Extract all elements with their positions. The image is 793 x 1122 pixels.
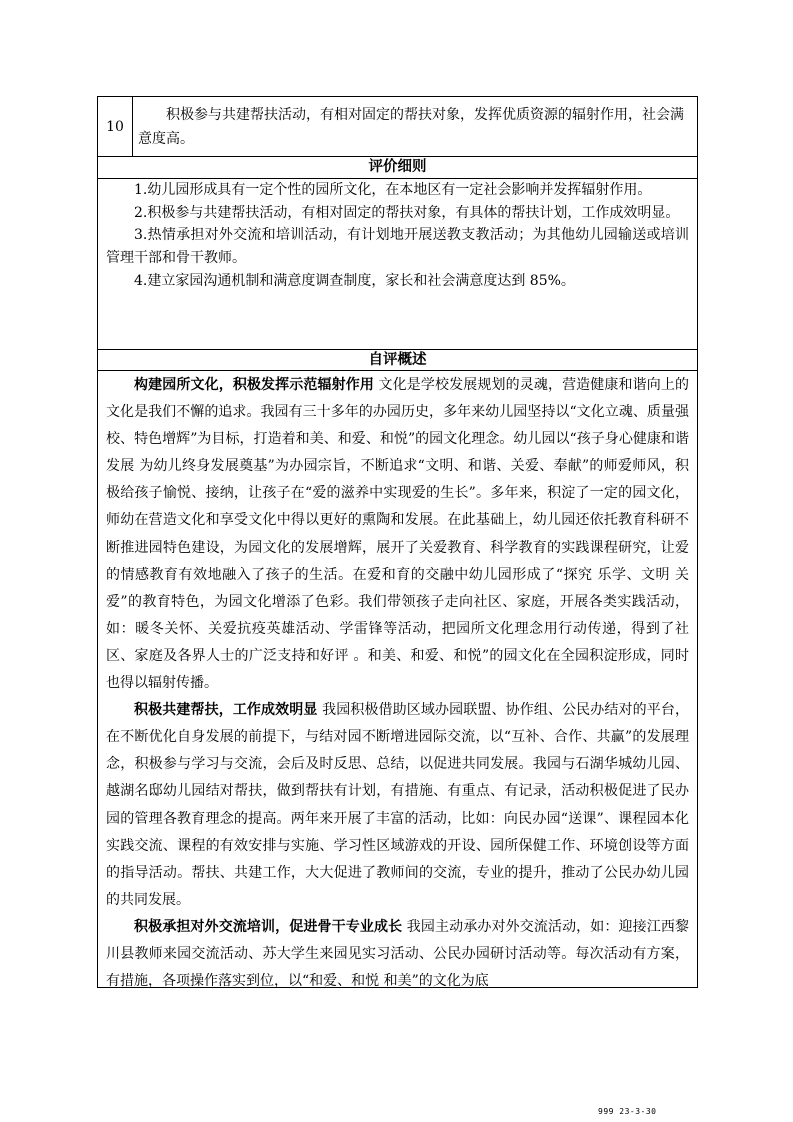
criteria-item: 2.积极参与共建帮扶活动，有相对固定的帮扶对象，有具体的帮扶计划，工作成效明显。 bbox=[134, 204, 680, 221]
summary-heading: 自评概述 bbox=[98, 349, 697, 371]
standard-row-10 bbox=[98, 97, 697, 157]
criteria-item: 1.幼儿园形成具有一定个性的园所文化，在本地区有一定社会影响并发挥辐射作用。 bbox=[134, 182, 652, 198]
summary-paragraph bbox=[106, 697, 689, 914]
paragraph-body: 我园积极借助区域办园联盟、协作组、公民办结对的平台，在不断优化自身发展的前提下，与结对园不断增进园际交流，以“互补、合作、共赢”的发展理念，积极参与学习与交流，会后及时反思、总结，以促进共同发展。我园与石湖华城幼儿园、越湖名邸幼儿园结对帮扶，做到帮扶有计划，有措施、有重点、有记录，活动积极促进了民办园的管理各教育理念的提高。两年来开展了丰富的活动，比如：向民办园“送课”、课程园本化实践交流、课程的有效安排与实施、学习性区域游戏的开设、园所保健工作、环境创设等方面的指导活动。帮扶、共建工作，大大促进了教师间的交流，专业的提升，推动了公民办幼儿园的共同发展。 bbox=[106, 702, 689, 908]
paragraph-body: 我园主动承办对外交流活动，如：迎接江西黎川县教师来园交流活动、苏大学生来园见实习活动、公民办园研讨活动等。每次活动有方案，有措施，各项操作落实到位，以“和爱、和悦 和美”的文化为底 bbox=[106, 918, 689, 990]
row-number: 10 bbox=[98, 97, 133, 156]
paragraph-lead: 积极承担对外交流培训，促进骨干专业成长 bbox=[134, 918, 403, 935]
evaluation-table bbox=[97, 96, 698, 988]
paragraph-lead: 构建园所文化，积极发挥示范辐射作用 bbox=[134, 377, 374, 393]
summary-body bbox=[106, 372, 689, 995]
standard-text: 积极参与共建帮扶活动，有相对固定的帮扶对象，发挥优质资源的辐射作用，社会满意度高。 bbox=[138, 107, 684, 147]
criteria-item: 3.热情承担对外交流和培训活动，有计划地开展送教支教活动；为其他幼儿园输送或培训管理干部和骨干教师。 bbox=[106, 227, 689, 267]
paragraph-lead: 积极共建帮扶，工作成效明显 bbox=[134, 702, 318, 719]
page-stamp: 999 23-3-30 bbox=[598, 1107, 657, 1116]
summary-paragraph bbox=[106, 914, 689, 995]
paragraph-body: 文化是学校发展规划的灵魂，营造健康和谐向上的文化是我们不懈的追求。我园有三十多年的办园历史，多年来幼儿园坚持以“文化立魂、质量强校、特色增辉”为目标，打造着和美、和爱、和悦”的园文化理念。幼儿园以“孩子身心健康和谐发展 为幼儿终身发展奠基”为办园宗旨，不断追求“文明、和谐、关爱、奉献”的师爱师风，积极给孩子愉悦、接纳，让孩子在“爱的滋养中实现爱的生长”。多年来，积淀了一定的园文化，师幼在营造文化和享受文化中得以更好的熏陶和发展。在此基础上，幼儿园还依托教育科研不断推进园特色建设，为园文化的发展增辉，展开了关爱教育、科学教育的实践课程研究，让爱的情感教育有效地融入了孩子的生活。在爱和育的交融中幼儿园形成了“探究 乐学、文明 关爱”的教育特色，为园文化增添了色彩。我们带领孩子走向社区、家庭，开展各类实践活动，如：暖冬关怀、关爱抗疫英雄活动、学雷锋等活动，把园所文化理念用行动传递，得到了社区、家庭及各界人士的广泛支持和好评 。和美、和爱、和悦”的园文化在全园积淀形成，同时也得以辐射传播。 bbox=[106, 377, 689, 692]
summary-paragraph bbox=[106, 372, 689, 697]
criteria-list bbox=[106, 179, 689, 293]
criteria-item: 4.建立家园沟通机制和满意度调查制度，家长和社会满意度达到 85%。 bbox=[134, 272, 575, 289]
criteria-heading: 评价细则 bbox=[98, 157, 697, 179]
